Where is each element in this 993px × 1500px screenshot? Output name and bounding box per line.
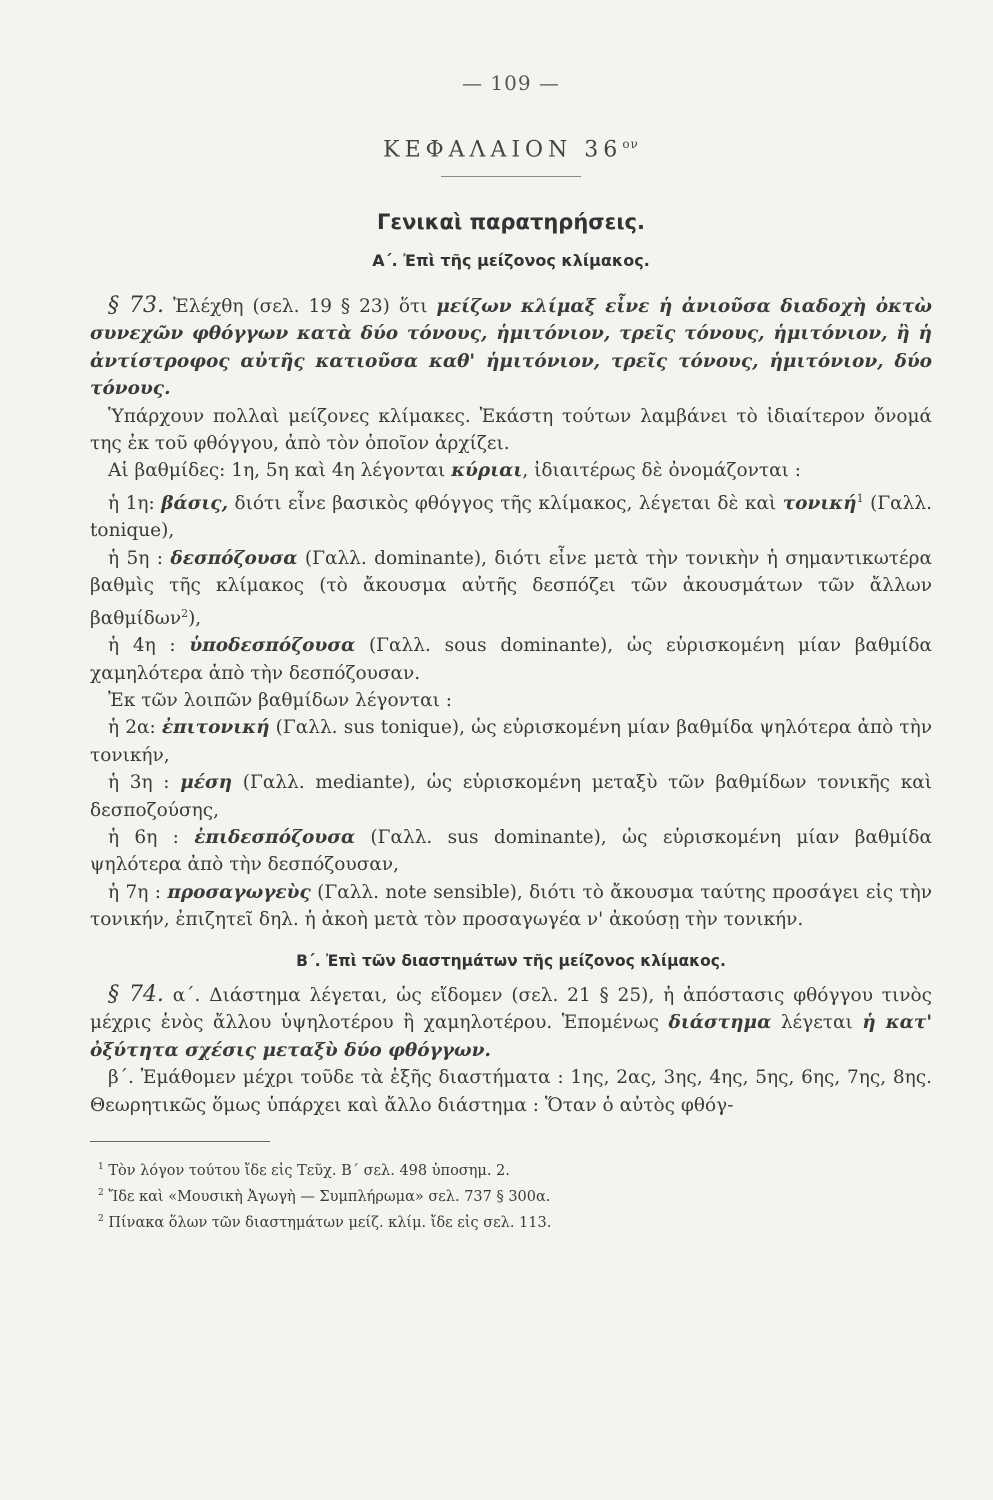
paragraph-73: § 73. Ἐλέχθη (σελ. 19 § 23) ὅτι μείζων κλίμαξ εἶνε ἡ ἀνιοῦσα διαδοχὴ ὀκτὼ συνεχῶν φθόγγων κατὰ δύο τόνους, ἡμιτόνιον, τρεῖς τόνους, ἡμιτόνιον, ἢ ἡ ἀντίστροφος αὐτῆς κατιοῦσα καθ' ἡμιτόνιον, τρεῖς τόνους, ἡμιτόνιον, δύο τόνους. <box>90 292 932 400</box>
definition-major-scale: μείζων κλίμαξ εἶνε ἡ ἀνιοῦσα διαδοχὴ ὀκτὼ συνεχῶν φθόγγων κατὰ δύο τόνους, ἡμιτόνιον, τρεῖς τόνους, ἡμιτόνιον, ἢ ἡ ἀντίστροφος αὐτῆς κατιοῦσα καθ' ἡμιτόνιον, τρεῖς τόνους, ἡμιτόνιον, δύο τόνους. <box>90 295 932 400</box>
page-number: — 109 — <box>462 71 560 95</box>
degree-2: ἡ 2α: ἐπιτονική (Γαλλ. sus tonique), ὡς εὑρισκομένη μίαν βαθμίδα ψηλότερα ἀπὸ τὴν τονικήν, <box>90 717 932 766</box>
degree-6: ἡ 6η : ἐπιδεσπόζουσα (Γαλλ. sus dominante), ὡς εὑρισκομένη μίαν βαθμίδα ψηλότερα ἀπὸ τὴν δεσπόζουσαν, <box>90 826 932 876</box>
footnote: $^2$ Ἴδε καὶ «Μουσικὴ Ἀγωγὴ — Συμπλήρωμα» σελ. 737 § 300α. <box>98 1187 551 1205</box>
degree-5: ἡ 5η : δεσπόζουσα (Γαλλ. dominante), διότι εἶνε μετὰ τὴν τονικὴν ἡ σημαντικωτέρα βαθμὶς τῆς κλίμακος (τὸ ἄκουσμα αὐτῆς δεσπόζει τῶν ἀκουσμάτων τῶν ἄλλων βαθμίδων$^2$), <box>90 547 932 629</box>
paragraph-many-scales: Ὑπάρχουν πολλαὶ μείζονες κλίμακες. Ἑκάστη τούτων λαμβάνει τὸ ἰδιαίτερον ὄνομά της ἐκ τοῦ φθόγγου, ἀπὸ τὸν ὁποῖον ἀρχίζει. <box>90 405 932 454</box>
footnote: $^2$ Πίνακα ὅλων τῶν διαστημάτων μείζ. κλίμ. ἴδε εἰς σελ. 113. <box>98 1213 552 1231</box>
section-title: Γενικαὶ παρατηρήσεις. <box>377 210 645 235</box>
degree-7: ἡ 7η : προσαγωγεὺς (Γαλλ. note sensible), διότι τὸ ἄκουσμα ταύτης προσάγει εἰς τὴν τονικήν, ἐπιζητεῖ δηλ. ἡ ἀκοὴ μετὰ τὸν προσαγωγέα ν' ἀκούσῃ τὴν τονικήν. <box>90 881 933 931</box>
degree-4: ἡ 4η : ὑποδεσπόζουσα (Γαλλ. sous dominante), ὡς εὑρισκομένη μίαν βαθμίδα χαμηλότερα ἀπὸ τὴν δεσπόζουσαν. <box>90 635 933 684</box>
subsection-title-a: Α΄. Ἐπὶ τῆς μείζονος κλίμακος. <box>372 250 650 270</box>
chapter-label: ΚΕΦΑΛΑΙΟΝ 36 <box>383 137 623 163</box>
paragraph-beta: β΄. Ἐμάθομεν μέχρι τοῦδε τὰ ἑξῆς διαστήματα : 1ης, 2ας, 3ης, 4ης, 5ης, 6ης, 7ης, 8ης. Θεωρητικῶς ὅμως ὑπάρχει καὶ ἄλλο διάστημα : Ὅταν ὁ αὐτὸς φθόγ- <box>90 1067 932 1116</box>
footnote-ref-2: 2 <box>181 606 189 620</box>
paragraph-degrees: Αἱ βαθμίδες: 1η, 5η καὶ 4η λέγονται κύριαι, ἰδιαιτέρως δὲ ὀνομάζονται : <box>108 460 802 482</box>
page-body <box>90 70 932 1234</box>
footnote-divider <box>90 1141 270 1142</box>
subsection-title-b: Β΄. Ἐπὶ τῶν διαστημάτων τῆς μείζονος κλίμακος. <box>296 951 726 970</box>
degree-3: ἡ 3η : μέση (Γαλλ. mediante), ὡς εὑρισκομένη μεταξὺ τῶν βαθμίδων τονικῆς καὶ δεσποζούσης, <box>90 772 933 821</box>
footnote: $^1$ Τὸν λόγον τούτου ἴδε εἰς Τεῦχ. Β΄ σελ. 498 ὑποσημ. 2. <box>98 1162 510 1179</box>
paragraph-number: § 74. <box>108 982 164 1008</box>
chapter-sup: ον <box>622 137 639 152</box>
paragraph-number: § 73. <box>108 292 165 318</box>
degree-1: ἡ 1η: βάσις, διότι εἶνε βασικὸς φθόγγος τῆς κλίμακος, λέγεται δὲ καὶ τονική$^1$ (Γαλλ. tonique), <box>90 491 933 542</box>
footnote-ref-1: 1 <box>856 491 864 505</box>
chapter-heading <box>90 131 932 164</box>
paragraph-74: § 74. α΄. Διάστημα λέγεται, ὡς εἴδομεν (σελ. 21 § 25), ἡ ἀπόστασις φθόγγου τινὸς μέχρις ἑνὸς ἄλλου ὑψηλοτέρου ἢ χαμηλοτέρου. Ἑπομένως διάστημα λέγεται ἡ κατ' ὀξύτητα σχέσις μεταξὺ δύο φθόγγων. <box>90 982 933 1061</box>
chapter-divider <box>441 176 581 177</box>
paragraph-remaining-degrees: Ἐκ τῶν λοιπῶν βαθμίδων λέγονται : <box>108 689 452 711</box>
